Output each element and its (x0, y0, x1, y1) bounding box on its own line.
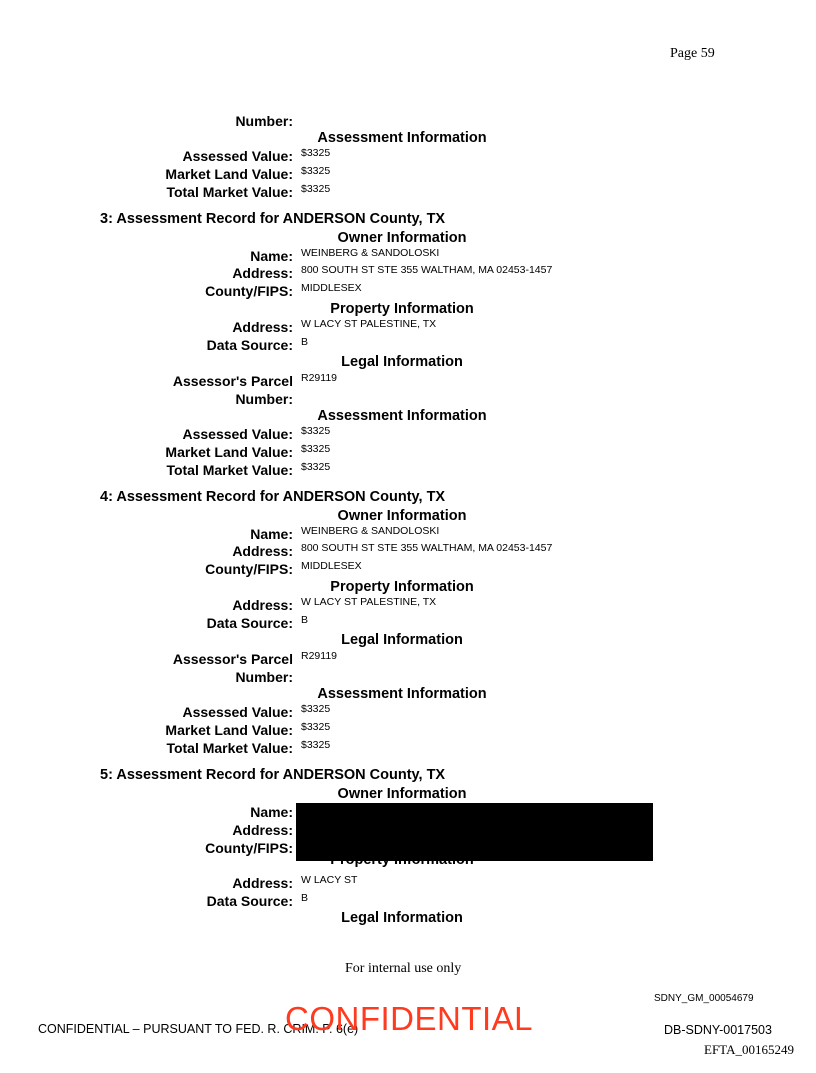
property-address-label: Address: (232, 597, 293, 613)
data-source-label: Data Source: (206, 893, 293, 909)
legal-heading: Legal Information (341, 632, 463, 648)
market-land-value-label: Market Land Value: (165, 444, 293, 460)
assessed-value: $3325 (301, 703, 331, 715)
county-fips-label: County/FIPS: (205, 283, 293, 299)
market-land-value: $3325 (301, 721, 331, 733)
data-source: B (301, 892, 309, 904)
assessed-value-label: Assessed Value: (182, 704, 293, 720)
parcel-number-label: Number: (235, 669, 293, 685)
property-address: W LACY ST (301, 874, 358, 886)
bates-number: DB-SDNY-0017503 (664, 1023, 772, 1037)
assessment-heading: Assessment Information (317, 686, 487, 702)
property-address-label: Address: (232, 875, 293, 891)
data-source: B (301, 336, 309, 348)
parcel-value: R29119 (301, 650, 338, 662)
market-land-value: $3325 (301, 165, 331, 177)
total-market-value: $3325 (301, 183, 331, 195)
legal-heading: Legal Information (341, 910, 463, 926)
total-market-value: $3325 (301, 461, 331, 473)
record-title: 4: Assessment Record for ANDERSON County, TX (100, 489, 446, 505)
assessed-value: $3325 (301, 425, 331, 437)
total-market-value: $3325 (301, 739, 331, 751)
parcel-number-label: Number: (235, 391, 293, 407)
county-fips: MIDDLESEX (301, 282, 362, 294)
page-number: Page 59 (670, 46, 715, 61)
property-address: W LACY ST PALESTINE, TX (301, 318, 437, 330)
owner-name: WEINBERG & SANDOLOSKI (301, 525, 440, 537)
owner-heading: Owner Information (337, 786, 467, 802)
data-source-label: Data Source: (206, 337, 293, 353)
parcel-label: Assessor's Parcel (172, 373, 293, 389)
owner-address: 800 SOUTH ST STE 355 WALTHAM, MA 02453-1457 (301, 264, 553, 276)
record-title: 5: Assessment Record for ANDERSON County, TX (100, 767, 446, 783)
market-land-value: $3325 (301, 443, 331, 455)
total-market-value-label: Total Market Value: (166, 462, 293, 478)
owner-address-label: Address: (232, 822, 293, 838)
county-fips-label: County/FIPS: (205, 561, 293, 577)
data-source-label: Data Source: (206, 615, 293, 631)
bates-number: SDNY_GM_00054679 (654, 993, 754, 1004)
total-market-value-label: Total Market Value: (166, 184, 293, 200)
assessment-heading: Assessment Information (317, 130, 487, 146)
county-fips-label: County/FIPS: (205, 840, 293, 856)
record-title: 3: Assessment Record for ANDERSON County, TX (100, 211, 446, 227)
property-heading: Property Information (330, 579, 474, 595)
internal-use-note: For internal use only (345, 961, 462, 976)
property-address: W LACY ST PALESTINE, TX (301, 596, 437, 608)
owner-address: 800 SOUTH ST STE 355 WALTHAM, MA 02453-1457 (301, 542, 553, 554)
owner-address-label: Address: (232, 543, 293, 559)
assessment-heading: Assessment Information (317, 408, 487, 424)
data-source: B (301, 614, 309, 626)
confidential-notice: CONFIDENTIAL – PURSUANT TO FED. R. CRIM. P. 6(e) (38, 1022, 359, 1036)
owner-name-label: Name: (250, 248, 293, 264)
confidential-stamp: CONFIDENTIAL (285, 1000, 534, 1037)
assessed-value-label: Assessed Value: (182, 148, 293, 164)
property-heading: Property Information (330, 301, 474, 317)
owner-name-label: Name: (250, 526, 293, 542)
market-land-value-label: Market Land Value: (165, 722, 293, 738)
total-market-value-label: Total Market Value: (166, 740, 293, 756)
legal-heading: Legal Information (341, 354, 463, 370)
assessed-value: $3325 (301, 147, 331, 159)
redaction-box (296, 803, 653, 861)
assessed-value-label: Assessed Value: (182, 426, 293, 442)
parcel-number-label: Number: (235, 113, 293, 129)
owner-address-label: Address: (232, 265, 293, 281)
property-address-label: Address: (232, 319, 293, 335)
owner-name-label: Name: (250, 804, 293, 820)
owner-heading: Owner Information (337, 230, 467, 246)
parcel-label: Assessor's Parcel (172, 651, 293, 667)
market-land-value-label: Market Land Value: (165, 166, 293, 182)
county-fips: MIDDLESEX (301, 560, 362, 572)
bates-number: EFTA_00165249 (704, 1042, 794, 1057)
parcel-value: R29119 (301, 372, 338, 384)
owner-heading: Owner Information (337, 508, 467, 524)
owner-name: WEINBERG & SANDOLOSKI (301, 247, 440, 259)
